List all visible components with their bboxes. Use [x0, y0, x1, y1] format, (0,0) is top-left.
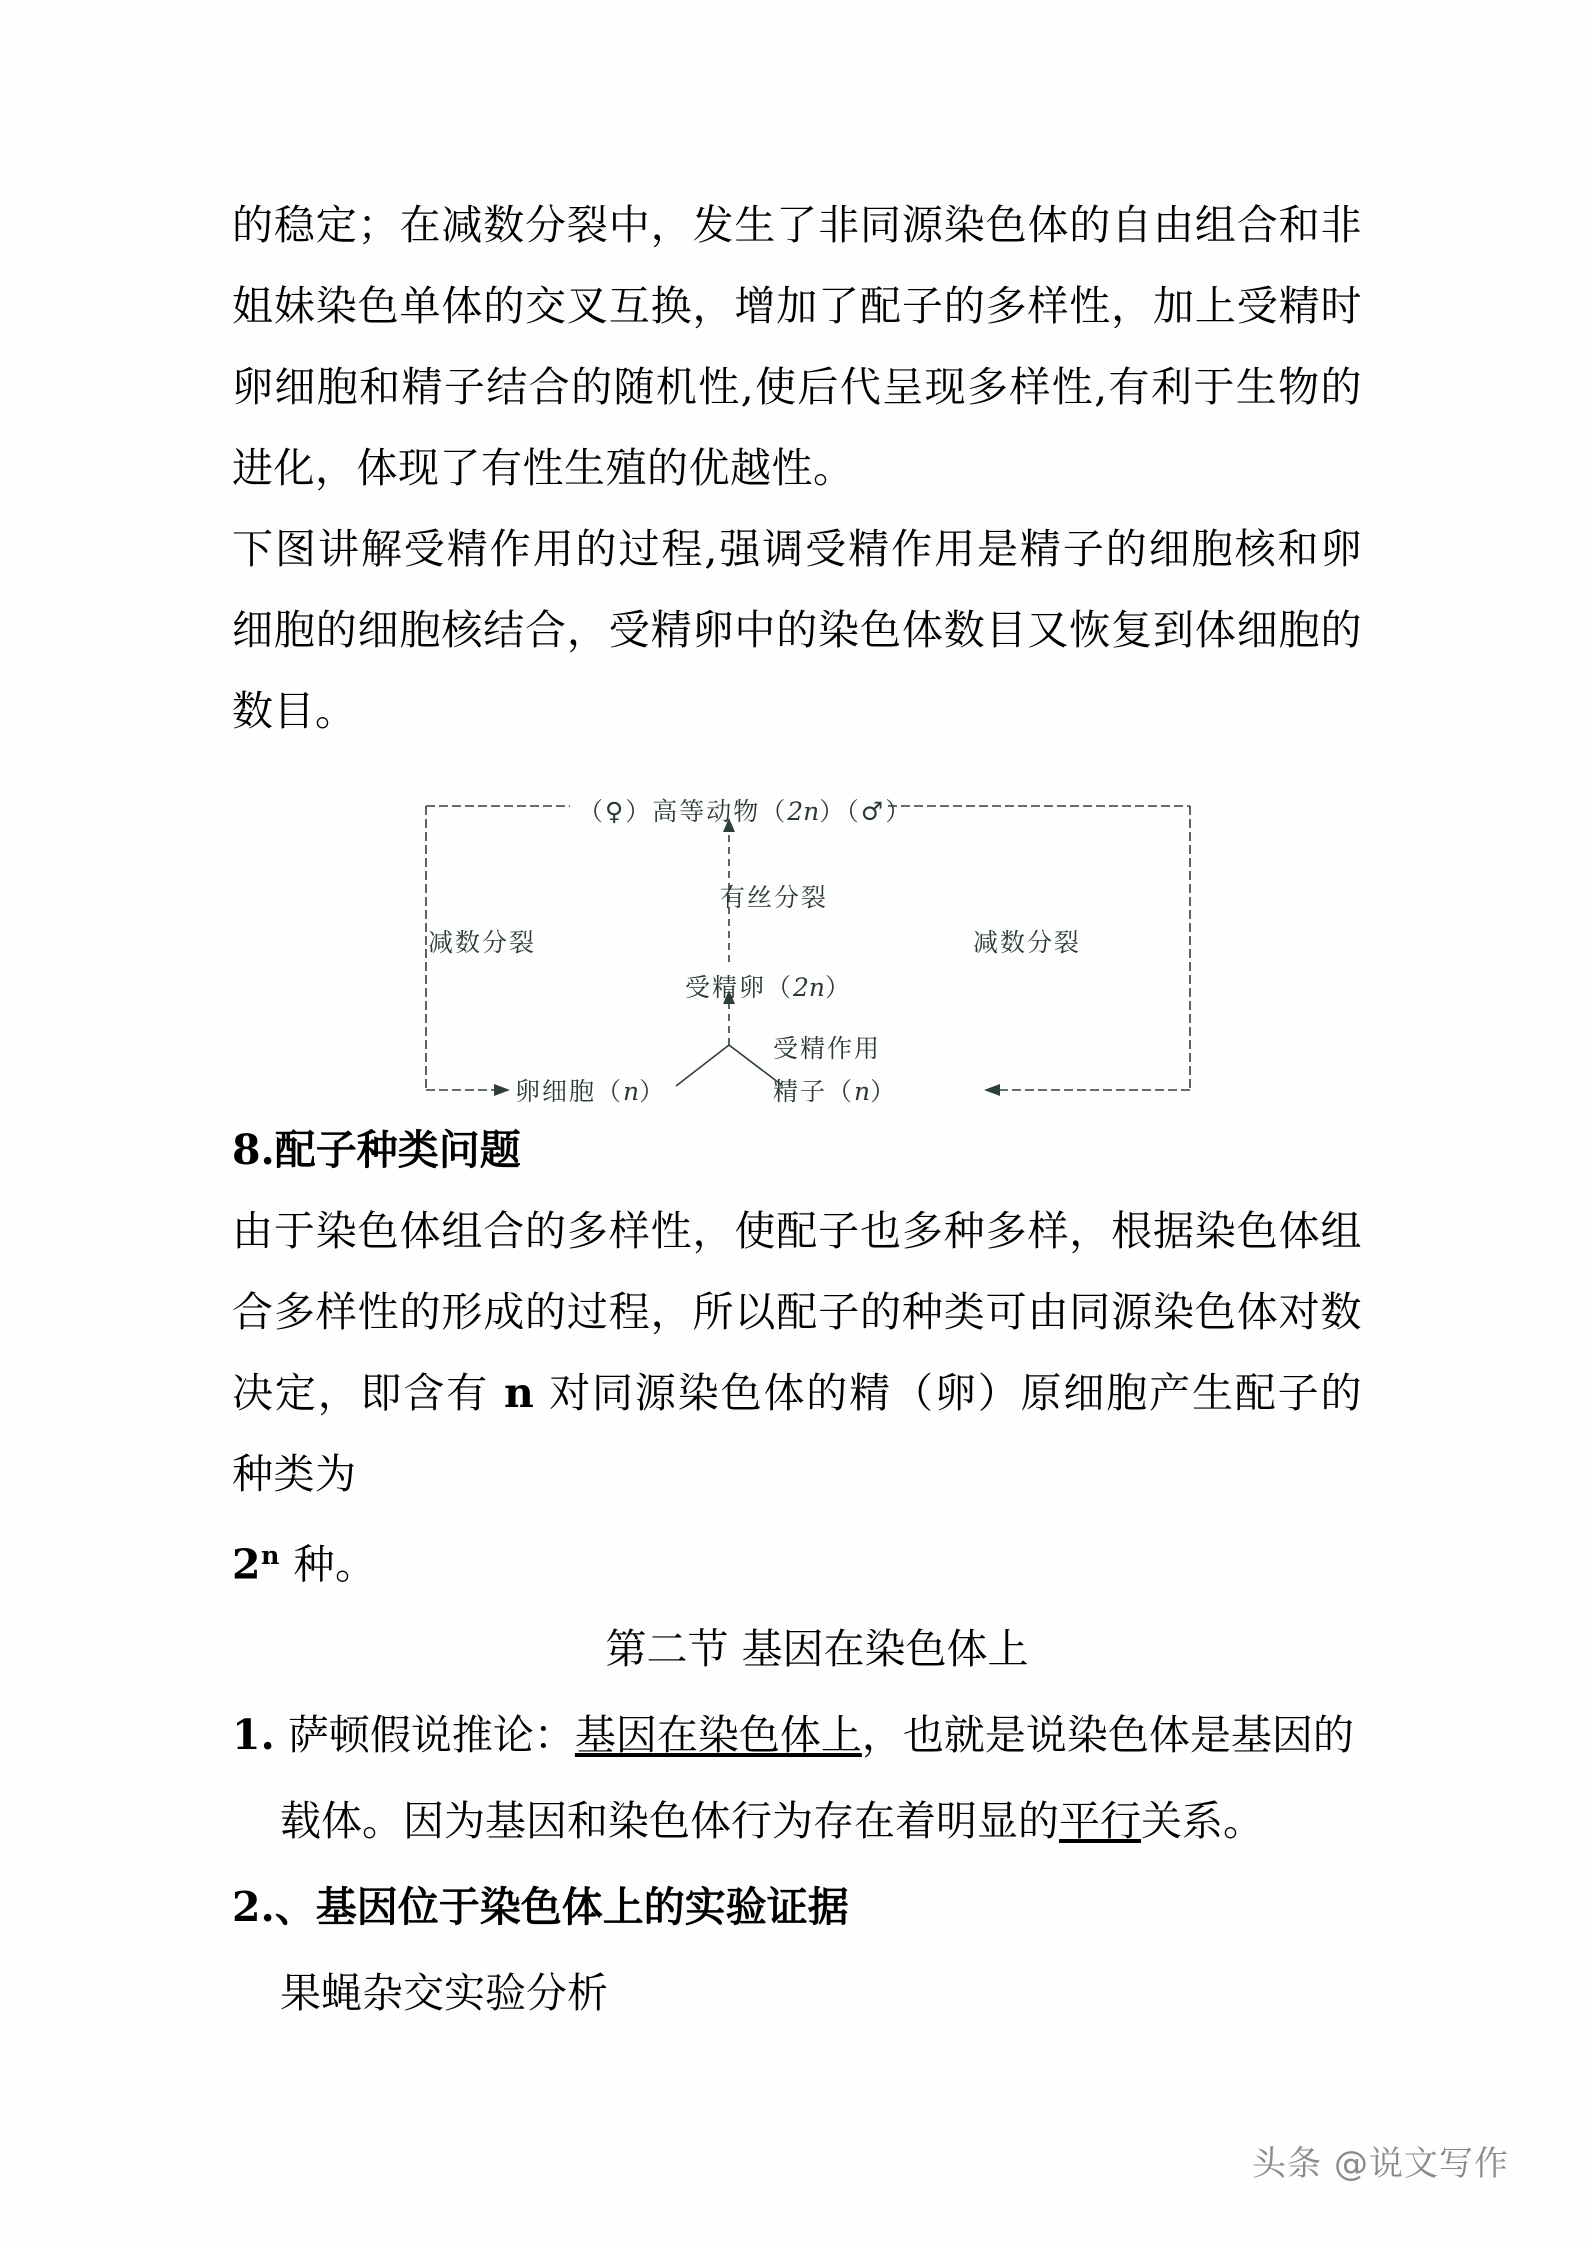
diagram-label-meiosis-left: 减数分裂	[428, 928, 537, 957]
formula-tail: 种。	[280, 1540, 377, 1589]
list-item-2-number: 2.	[232, 1882, 275, 1931]
section-title: 第二节 基因在染色体上	[605, 1624, 1029, 1673]
paragraph-8-n: n	[504, 1369, 535, 1417]
heading-8: 8.配子种类问题	[232, 1126, 521, 1174]
formula-exponent: n	[261, 1540, 281, 1570]
list-item-1-line2-after: 关系。	[1141, 1796, 1264, 1845]
paragraph-8-part2: 对同源染色体的精（卵）原细胞产生配子的种类为	[232, 1369, 1363, 1498]
paragraph-8-formula	[232, 1515, 1362, 1606]
diagram-label-top-organism: （♀）高等动物（2n）（♂）	[578, 797, 913, 826]
diagram-label-zygote: 受精卵（2n）	[685, 973, 853, 1002]
diagram-label-egg-cell: 卵细胞（n）	[515, 1077, 667, 1106]
diagram-label-meiosis-right: 减数分裂	[973, 928, 1082, 957]
list-item-1	[232, 1692, 1362, 1778]
list-item-1-text-before: 萨顿假说推论：	[287, 1710, 575, 1759]
diagram-label-sperm: 精子（n）	[773, 1077, 898, 1106]
formula-base: 2	[232, 1540, 262, 1589]
paragraph-8-part1: 由于染色体组合的多样性，使配子也多种多样，根据染色体组合多样性的形成的过程，所以配子的种类可由同源染色体对数决定，即含有	[232, 1207, 1362, 1417]
fertilization-process-diagram	[418, 790, 1198, 1120]
list-item-1-underlined: 基因在染色体上	[574, 1710, 862, 1759]
paragraph-8-body	[232, 1191, 1362, 1515]
list-item-1-line2	[232, 1778, 1362, 1864]
list-item-1-line2-underlined: 平行	[1059, 1796, 1141, 1845]
list-item-2	[232, 1864, 1362, 1950]
list-item-1-text-after: ，也就是说染色体是基因的	[861, 1710, 1354, 1759]
watermark-handle: @说文写作	[1334, 2144, 1509, 2184]
watermark-brand: 头条	[1252, 2144, 1322, 2184]
diagram-label-fertilization: 受精作用	[773, 1034, 882, 1063]
paragraph-continuation: 的稳定；在减数分裂中，发生了非同源染色体的自由组合和非姐妹染色单体的交叉互换，增加了配子的多样性，加上受精时卵细胞和精子结合的随机性,使后代呈现多样性,有利于生物的进化，体现了有性生殖的优越性。	[232, 201, 1362, 492]
list-item-1-number: 1.	[232, 1710, 275, 1759]
watermark	[1252, 2136, 1509, 2185]
list-item-1-line2-before: 载体。因为基因和染色体行为存在着明显的	[280, 1796, 1059, 1845]
paragraph-diagram-intro: 下图讲解受精作用的过程,强调受精作用是精子的细胞核和卵细胞的细胞核结合，受精卵中的染色体数目又恢复到体细胞的数目。	[232, 525, 1362, 735]
diagram-label-mitosis: 有丝分裂	[720, 883, 829, 912]
list-item-2-text: 、基因位于染色体上的实验证据	[274, 1882, 849, 1931]
list-item-2-line2: 果蝇杂交实验分析	[280, 1968, 608, 2017]
